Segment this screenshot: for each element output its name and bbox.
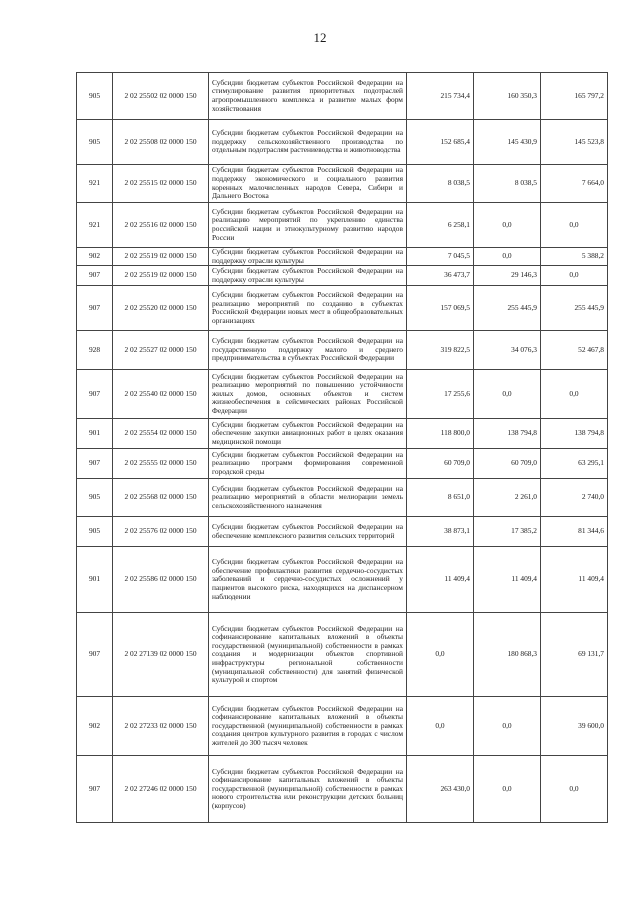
amount-year2-cell: 0,0 — [474, 203, 541, 248]
budget-code-cell: 2 02 25554 02 0000 150 — [113, 419, 209, 449]
amount-year2-cell: 60 709,0 — [474, 449, 541, 479]
amount-year3-cell: 5 388,2 — [541, 248, 608, 266]
amount-year1-cell: 118 800,0 — [407, 419, 474, 449]
description-cell: Субсидии бюджетам субъектов Российской Федерации на обеспечение профилактики развития сердечно-сосудистых заболеваний и сердечно-сосудистых осложнений у пациентов высокого риска, находящихся на диспансерном наблюдении — [209, 547, 407, 613]
amount-year1-cell: 38 873,1 — [407, 517, 474, 547]
table-row — [77, 370, 608, 419]
amount-year2-cell: 29 146,3 — [474, 266, 541, 286]
amount-year2-cell: 160 350,3 — [474, 73, 541, 120]
table-row — [77, 120, 608, 165]
admin-code-cell: 902 — [77, 248, 113, 266]
amount-year1-cell: 263 430,0 — [407, 756, 474, 823]
admin-code-cell: 905 — [77, 120, 113, 165]
admin-code-cell: 907 — [77, 266, 113, 286]
amount-year3-cell: 0,0 — [541, 266, 608, 286]
budget-code-cell: 2 02 25576 02 0000 150 — [113, 517, 209, 547]
amount-year3-cell: 11 409,4 — [541, 547, 608, 613]
amount-year1-cell: 11 409,4 — [407, 547, 474, 613]
amount-year2-cell: 2 261,0 — [474, 479, 541, 517]
budget-table — [76, 72, 608, 823]
budget-code-cell: 2 02 25568 02 0000 150 — [113, 479, 209, 517]
amount-year2-cell: 11 409,4 — [474, 547, 541, 613]
budget-code-cell: 2 02 25520 02 0000 150 — [113, 286, 209, 331]
description-cell: Субсидии бюджетам субъектов Российской Федерации на реализацию мероприятий по повышению устойчивости жилых домов, основных объектов и систем жизнеобеспечения в сейсмических районах Российской Федерации — [209, 370, 407, 419]
table-row — [77, 613, 608, 697]
admin-code-cell: 928 — [77, 331, 113, 370]
description-cell: Субсидии бюджетам субъектов Российской Федерации на софинансирование капитальных вложений в объекты государственной (муниципальной) собственности в рамках нового строительства или реконструкции детских больниц (корпусов) — [209, 756, 407, 823]
amount-year2-cell: 34 076,3 — [474, 331, 541, 370]
description-cell: Субсидии бюджетам субъектов Российской Федерации на реализацию мероприятий по укреплению единства российской нации и этнокультурному развитию народов России — [209, 203, 407, 248]
admin-code-cell: 905 — [77, 517, 113, 547]
table-row — [77, 248, 608, 266]
amount-year1-cell: 36 473,7 — [407, 266, 474, 286]
description-cell: Субсидии бюджетам субъектов Российской Федерации на поддержку сельскохозяйственного производства по отдельным подотраслям растениеводства и животноводства — [209, 120, 407, 165]
amount-year3-cell: 69 131,7 — [541, 613, 608, 697]
budget-code-cell: 2 02 25508 02 0000 150 — [113, 120, 209, 165]
table-row — [77, 517, 608, 547]
amount-year3-cell: 63 295,1 — [541, 449, 608, 479]
amount-year2-cell: 8 038,5 — [474, 165, 541, 203]
admin-code-cell: 907 — [77, 449, 113, 479]
amount-year3-cell: 0,0 — [541, 203, 608, 248]
budget-code-cell: 2 02 25516 02 0000 150 — [113, 203, 209, 248]
table-row — [77, 73, 608, 120]
budget-code-cell: 2 02 25586 02 0000 150 — [113, 547, 209, 613]
amount-year3-cell: 165 797,2 — [541, 73, 608, 120]
description-cell: Субсидии бюджетам субъектов Российской Федерации на обеспечение комплексного развития сельских территорий — [209, 517, 407, 547]
amount-year1-cell: 0,0 — [407, 697, 474, 756]
amount-year1-cell: 152 685,4 — [407, 120, 474, 165]
table-row — [77, 547, 608, 613]
budget-code-cell: 2 02 25527 02 0000 150 — [113, 331, 209, 370]
admin-code-cell: 901 — [77, 419, 113, 449]
budget-code-cell: 2 02 25540 02 0000 150 — [113, 370, 209, 419]
description-cell: Субсидии бюджетам субъектов Российской Федерации на поддержку отрасли культуры — [209, 248, 407, 266]
description-cell: Субсидии бюджетам субъектов Российской Федерации на поддержку экономического и социального развития коренных малочисленных народов Севера, Сибири и Дальнего Востока — [209, 165, 407, 203]
admin-code-cell: 905 — [77, 479, 113, 517]
table-row — [77, 203, 608, 248]
budget-code-cell: 2 02 25519 02 0000 150 — [113, 266, 209, 286]
amount-year1-cell: 0,0 — [407, 613, 474, 697]
description-cell: Субсидии бюджетам субъектов Российской Федерации на софинансирование капитальных вложений в объекты государственной (муниципальной) собственности в рамках создания и модернизации объектов спортивной инфраструктуры региональной собственности (муниципальной собственности) для занятий физической культурой и спортом — [209, 613, 407, 697]
admin-code-cell: 901 — [77, 547, 113, 613]
description-cell: Субсидии бюджетам субъектов Российской Федерации на софинансирование капитальных вложений в объекты государственной (муниципальной) собственности в рамках создания центров культурного развития в городах с числом жителей до 300 тысяч человек — [209, 697, 407, 756]
table-row — [77, 266, 608, 286]
table-row — [77, 449, 608, 479]
amount-year1-cell: 8 651,0 — [407, 479, 474, 517]
amount-year3-cell: 255 445,9 — [541, 286, 608, 331]
amount-year1-cell: 8 038,5 — [407, 165, 474, 203]
admin-code-cell: 907 — [77, 286, 113, 331]
table-row — [77, 286, 608, 331]
table-row — [77, 331, 608, 370]
table-row — [77, 697, 608, 756]
amount-year1-cell: 7 045,5 — [407, 248, 474, 266]
amount-year1-cell: 60 709,0 — [407, 449, 474, 479]
amount-year3-cell: 81 344,6 — [541, 517, 608, 547]
amount-year2-cell: 0,0 — [474, 248, 541, 266]
admin-code-cell: 921 — [77, 165, 113, 203]
amount-year1-cell: 157 069,5 — [407, 286, 474, 331]
budget-code-cell: 2 02 27233 02 0000 150 — [113, 697, 209, 756]
amount-year3-cell: 7 664,0 — [541, 165, 608, 203]
budget-code-cell: 2 02 25519 02 0000 150 — [113, 248, 209, 266]
admin-code-cell: 905 — [77, 73, 113, 120]
table-row — [77, 419, 608, 449]
amount-year2-cell: 0,0 — [474, 370, 541, 419]
amount-year3-cell: 2 740,0 — [541, 479, 608, 517]
amount-year2-cell: 0,0 — [474, 756, 541, 823]
amount-year3-cell: 52 467,8 — [541, 331, 608, 370]
budget-code-cell: 2 02 25502 02 0000 150 — [113, 73, 209, 120]
amount-year2-cell: 138 794,8 — [474, 419, 541, 449]
amount-year1-cell: 17 255,6 — [407, 370, 474, 419]
page-number: 12 — [313, 30, 327, 45]
table-row — [77, 165, 608, 203]
amount-year1-cell: 319 822,5 — [407, 331, 474, 370]
amount-year1-cell: 215 734,4 — [407, 73, 474, 120]
admin-code-cell: 907 — [77, 370, 113, 419]
budget-code-cell: 2 02 25515 02 0000 150 — [113, 165, 209, 203]
admin-code-cell: 902 — [77, 697, 113, 756]
amount-year2-cell: 145 430,9 — [474, 120, 541, 165]
amount-year2-cell: 17 385,2 — [474, 517, 541, 547]
amount-year3-cell: 0,0 — [541, 756, 608, 823]
amount-year2-cell: 0,0 — [474, 697, 541, 756]
amount-year3-cell: 39 600,0 — [541, 697, 608, 756]
budget-code-cell: 2 02 27139 02 0000 150 — [113, 613, 209, 697]
amount-year2-cell: 180 868,3 — [474, 613, 541, 697]
budget-code-cell: 2 02 25555 02 0000 150 — [113, 449, 209, 479]
description-cell: Субсидии бюджетам субъектов Российской Федерации на обеспечение закупки авиационных работ в целях оказания медицинской помощи — [209, 419, 407, 449]
description-cell: Субсидии бюджетам субъектов Российской Федерации на поддержку отрасли культуры — [209, 266, 407, 286]
admin-code-cell: 921 — [77, 203, 113, 248]
table-body — [77, 73, 608, 823]
table-row — [77, 756, 608, 823]
table-row — [77, 479, 608, 517]
description-cell: Субсидии бюджетам субъектов Российской Федерации на реализацию мероприятий в области мелиорации земель сельскохозяйственного назначения — [209, 479, 407, 517]
description-cell: Субсидии бюджетам субъектов Российской Федерации на государственную поддержку малого и среднего предпринимательства в субъектах Российской Федерации — [209, 331, 407, 370]
description-cell: Субсидии бюджетам субъектов Российской Федерации на стимулирование развития приоритетных подотраслей агропромышленного комплекса и развитие малых форм хозяйствования — [209, 73, 407, 120]
amount-year3-cell: 145 523,8 — [541, 120, 608, 165]
admin-code-cell: 907 — [77, 756, 113, 823]
amount-year2-cell: 255 445,9 — [474, 286, 541, 331]
amount-year1-cell: 6 258,1 — [407, 203, 474, 248]
description-cell: Субсидии бюджетам субъектов Российской Федерации на реализацию мероприятий по созданию в субъектах Российской Федерации новых мест в общеобразовательных организациях — [209, 286, 407, 331]
budget-code-cell: 2 02 27246 02 0000 150 — [113, 756, 209, 823]
amount-year3-cell: 138 794,8 — [541, 419, 608, 449]
description-cell: Субсидии бюджетам субъектов Российской Федерации на реализацию программ формирования современной городской среды — [209, 449, 407, 479]
amount-year3-cell: 0,0 — [541, 370, 608, 419]
admin-code-cell: 907 — [77, 613, 113, 697]
